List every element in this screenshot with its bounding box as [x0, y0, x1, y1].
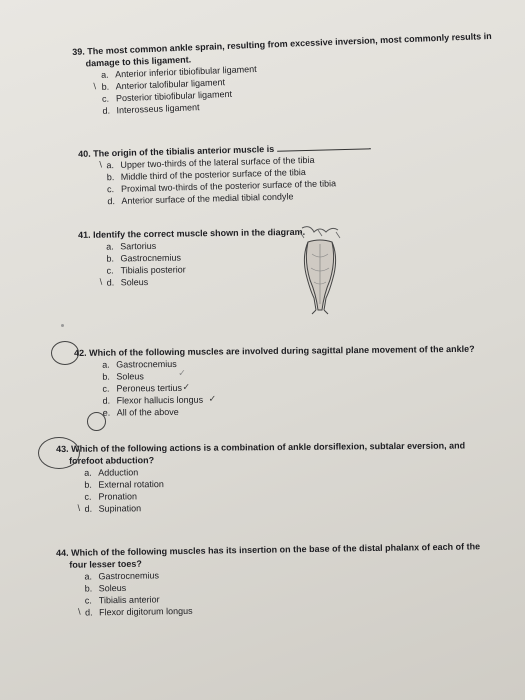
- answer-tick-mark: \: [99, 276, 103, 287]
- option-c: c. Posterior tibiofibular ligament: [101, 88, 233, 104]
- option-a: a. Gastrocnemius: [102, 358, 177, 370]
- question-stem: 44. Which of the following muscles has its insertion on the base of the distal phalanx of each of the: [56, 541, 481, 558]
- option-b: b. Gastrocnemius: [106, 252, 182, 264]
- option-a: \ a. Upper two-thirds of the lateral surface of the tibia: [99, 154, 315, 171]
- answer-tick-mark: \: [93, 81, 97, 92]
- answer-tick-mark: \: [99, 159, 103, 170]
- option-d: \ d. Soleus: [99, 276, 149, 288]
- question-stem: 41. Identify the correct muscle shown in the diagram.: [78, 226, 306, 240]
- option-b: b. External rotation: [84, 479, 164, 490]
- answer-tick-mark: \: [77, 502, 81, 513]
- question-stem: 40. The origin of the tibialis anterior muscle is .: [78, 141, 372, 159]
- question-42: [74, 342, 515, 419]
- option-d: d. Anterior surface of the medial tibial condyle: [107, 191, 294, 207]
- option-d: d. Interosseus ligament: [102, 102, 200, 116]
- question-40: [78, 138, 479, 208]
- option-b: b. Soleus: [84, 582, 127, 594]
- check-mark-icon: ✓: [208, 393, 217, 404]
- question-43: [56, 439, 497, 515]
- option-c: c. Tibialis posterior: [106, 264, 186, 276]
- option-d: \ d. Supination: [77, 502, 142, 514]
- question-41: [78, 226, 319, 289]
- option-b: b. Soleus ✓: [102, 367, 186, 382]
- question-stem: 43. Which of the following actions is a combination of ankle dorsiflexion, subtalar eversion, and: [56, 440, 466, 454]
- question-stem-continued: damage to this ligament.: [85, 54, 192, 69]
- leg-muscle-diagram: [296, 224, 344, 316]
- answer-circle-mark: [87, 412, 106, 431]
- option-c: c. Pronation: [84, 491, 138, 502]
- question-stem-continued: four lesser toes?: [69, 558, 142, 570]
- question-stem-continued: forefoot abduction?: [69, 455, 155, 466]
- answer-blank-line: [277, 140, 369, 151]
- check-mark-icon: ✓: [182, 381, 191, 392]
- option-a: a. Anterior inferior tibiofibular ligament: [100, 63, 257, 80]
- option-a: a. Gastrocnemius: [84, 570, 160, 582]
- option-b: b. Middle third of the posterior surface of the tibia: [106, 167, 306, 183]
- option-d: \ d. Flexor digitorum longus: [77, 605, 193, 618]
- question-39: [72, 30, 494, 118]
- option-a: a. Sartorius: [106, 240, 157, 252]
- question-stem: 39. The most common ankle sprain, resulting from excessive inversion, most commonly results in: [72, 30, 492, 57]
- option-d: d. Flexor hallucis longus ✓: [102, 393, 217, 406]
- option-a: a. Adduction: [84, 467, 139, 478]
- check-mark-icon: ✓: [178, 367, 186, 378]
- question-stem: 42. Which of the following muscles are involved during sagittal plane movement of the ankle?: [74, 343, 475, 358]
- option-c: c. Proximal two-thirds of the posterior surface of the tibia: [106, 178, 337, 195]
- number-circle-mark: [51, 341, 79, 365]
- option-e: e. All of the above: [102, 406, 179, 418]
- number-circle-mark: [38, 437, 80, 469]
- pen-dot: [61, 324, 64, 327]
- option-c: c. Tibialis anterior: [84, 594, 160, 606]
- question-44: [56, 540, 507, 619]
- option-b: \ b. Anterior talofibular ligament: [93, 77, 226, 92]
- option-c: c. Peroneus tertius ✓: [102, 381, 191, 394]
- answer-tick-mark: \: [77, 606, 81, 617]
